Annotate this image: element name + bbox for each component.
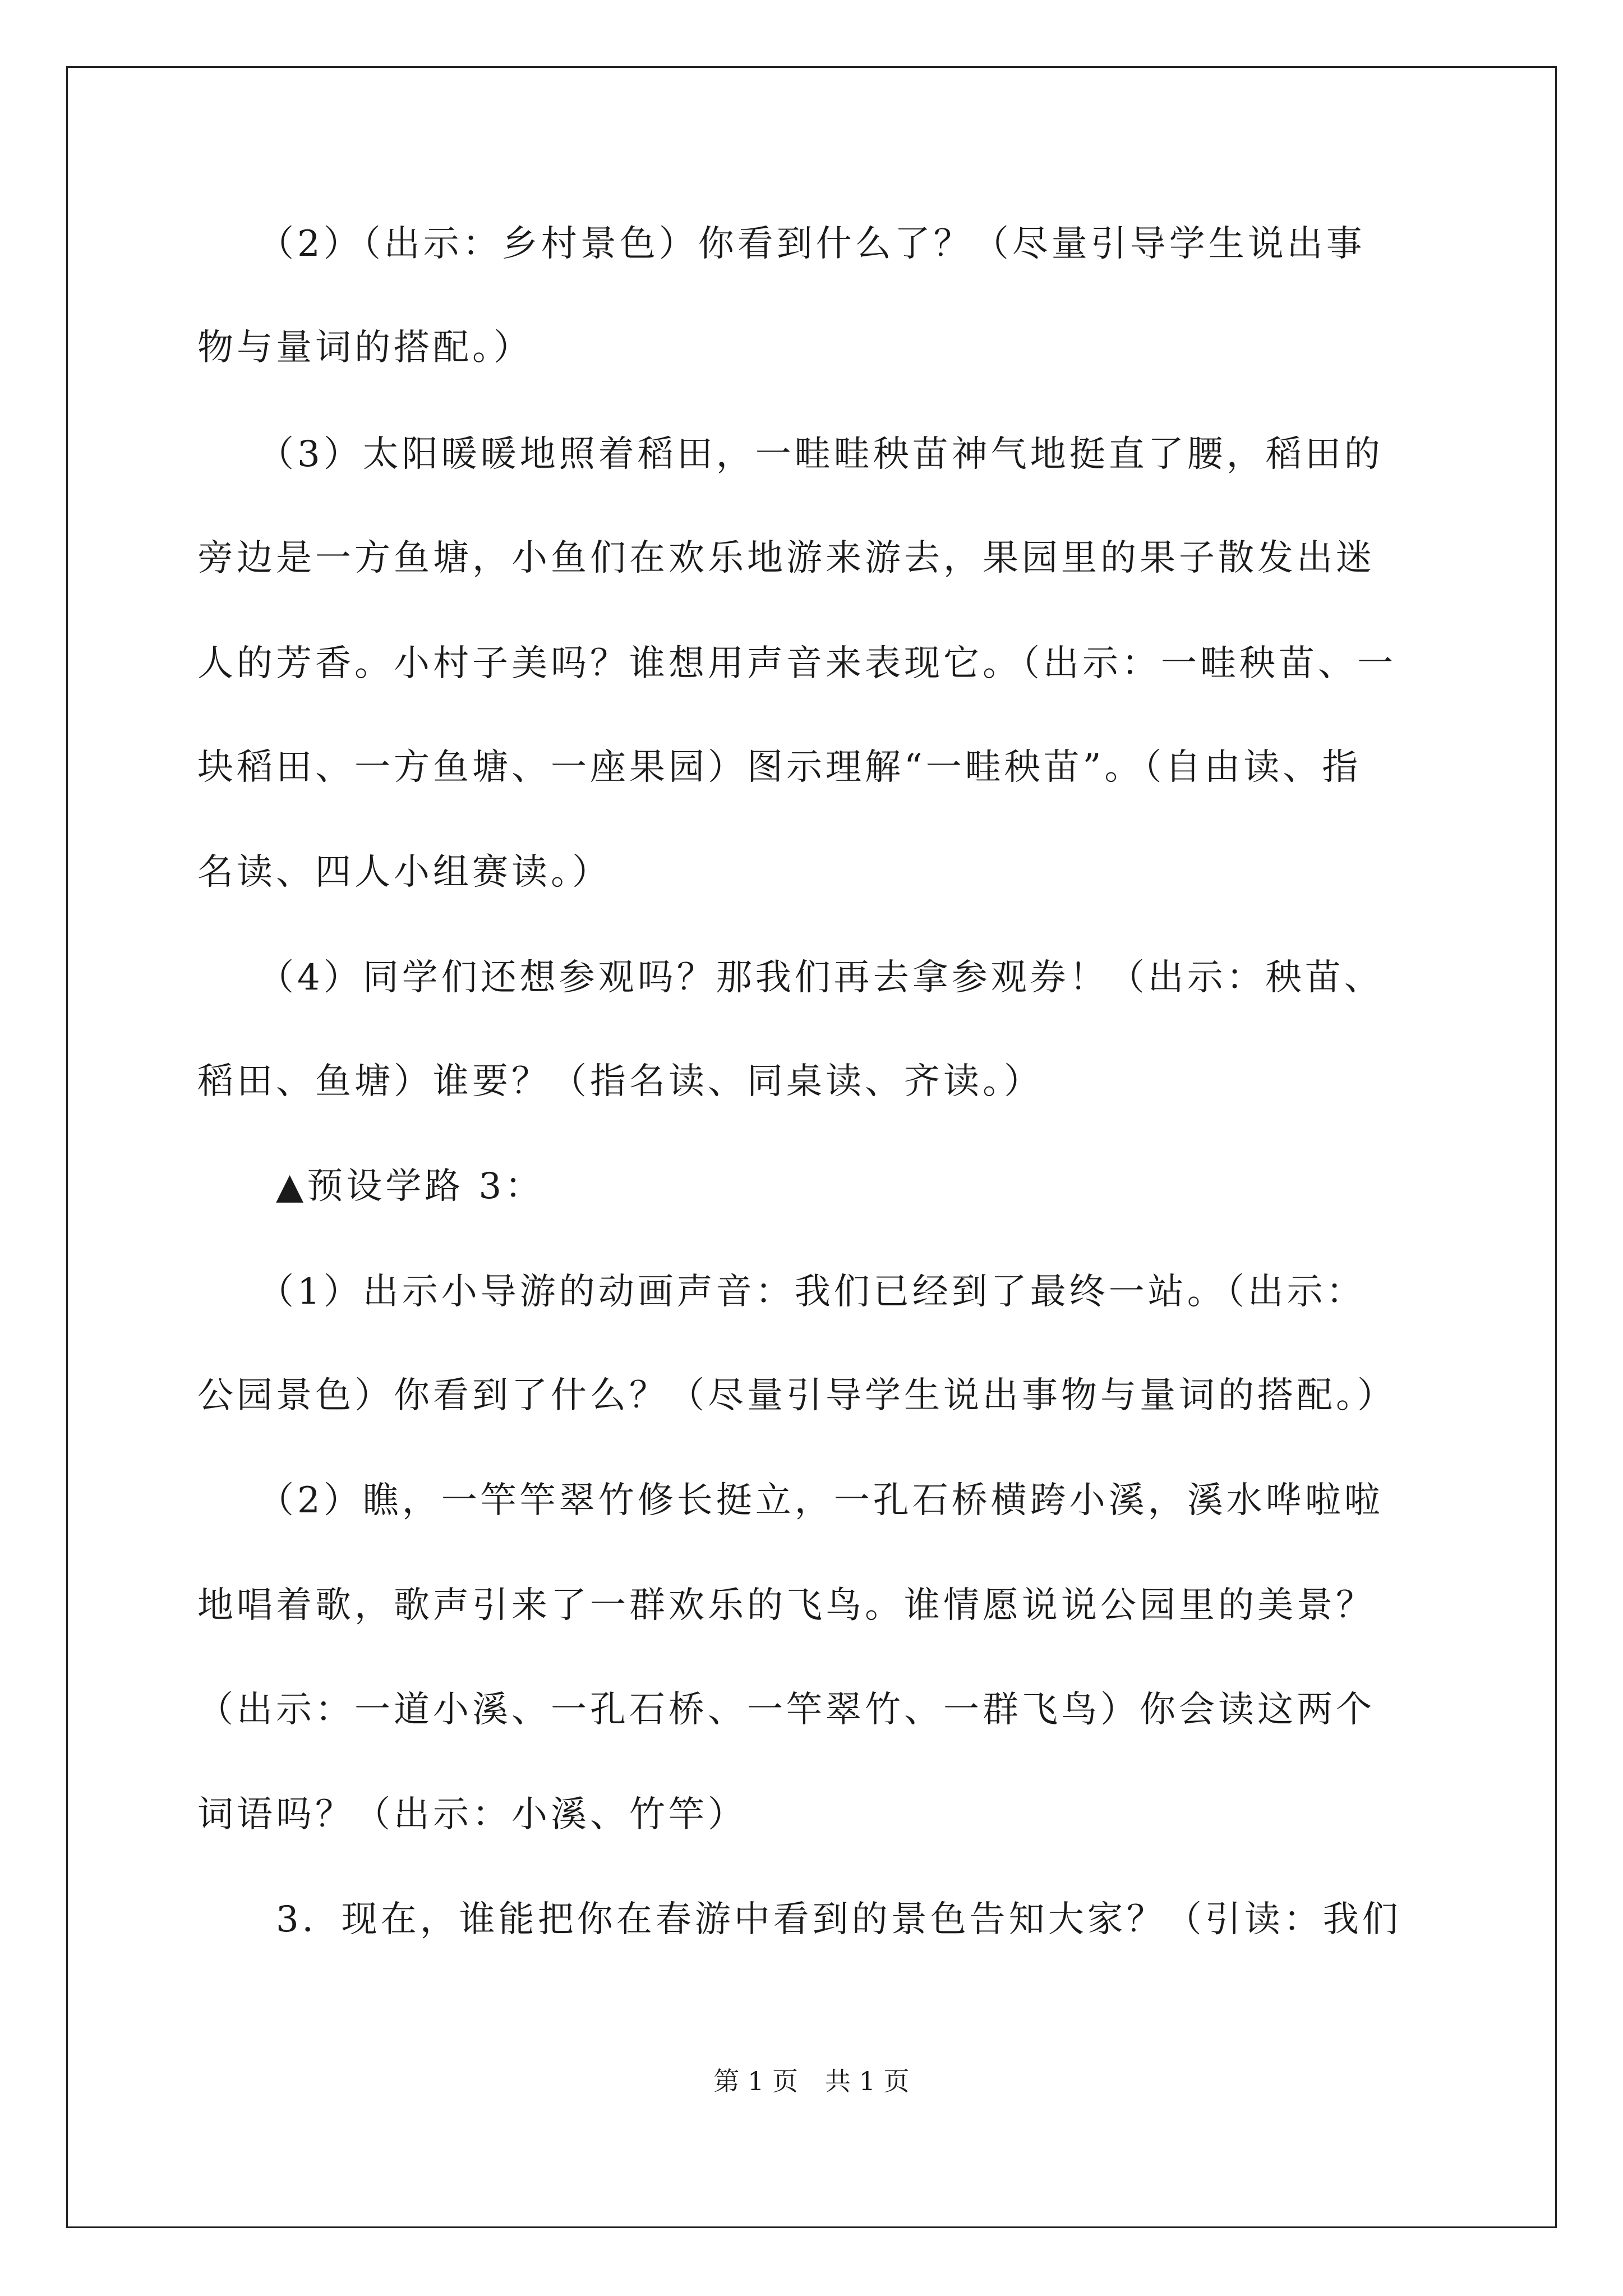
page-total: 共 1 页 — [825, 2066, 910, 2096]
text-line: （4）同学们还想参观吗？那我们再去拿参观券！（出示：秧苗、 — [197, 957, 1384, 999]
text-line: 地唱着歌，歌声引来了一群欢乐的飞鸟。谁情愿说说公园里的美景？ — [197, 1585, 1375, 1626]
text-line: （3）太阳暖暖地照着稻田，一畦畦秧苗神气地挺直了腰，稻田的 — [197, 434, 1384, 475]
text-line: 块稻田、一方鱼塘、一座果园）图示理解“一畦秧苗”。（自由读、指 — [197, 747, 1362, 788]
text-line: ▲预设学路 3： — [197, 1166, 545, 1207]
text-line: 人的芳香。小村子美吗？谁想用声音来表现它。（出示：一畦秧苗、一 — [197, 643, 1396, 684]
text-line: 物与量词的搭配。） — [197, 327, 533, 369]
text-line: 词语吗？（出示：小溪、竹竿） — [197, 1794, 747, 1835]
text-line: 旁边是一方鱼塘，小鱼们在欢乐地游来游去，果园里的果子散发出迷 — [197, 537, 1375, 579]
text-line: 公园景色）你看到了什么？（尽量引导学生说出事物与量词的搭配。） — [197, 1375, 1396, 1416]
text-line: 3．现在，谁能把你在春游中看到的景色告知大家？（引读：我们 — [197, 1899, 1401, 1940]
text-line: （2）瞧，一竿竿翠竹修长挺立，一孔石桥横跨小溪，溪水哗啦啦 — [197, 1480, 1384, 1521]
text-line: 名读、四人小组赛读。） — [197, 852, 611, 893]
page-number: 第 1 页 — [713, 2066, 798, 2096]
text-line: 稻田、鱼塘）谁要？（指名读、同桌读、齐读。） — [197, 1061, 1043, 1102]
text-line: （2）（出示：乡村景色）你看到什么了？（尽量引导学生说出事 — [197, 223, 1366, 265]
text-line: （1）出示小导游的动画声音：我们已经到了最终一站。（出示： — [197, 1271, 1366, 1313]
page-footer — [0, 2064, 1623, 2098]
text-line: （出示：一道小溪、一孔石桥、一竿翠竹、一群飞鸟）你会读这两个 — [197, 1689, 1375, 1731]
